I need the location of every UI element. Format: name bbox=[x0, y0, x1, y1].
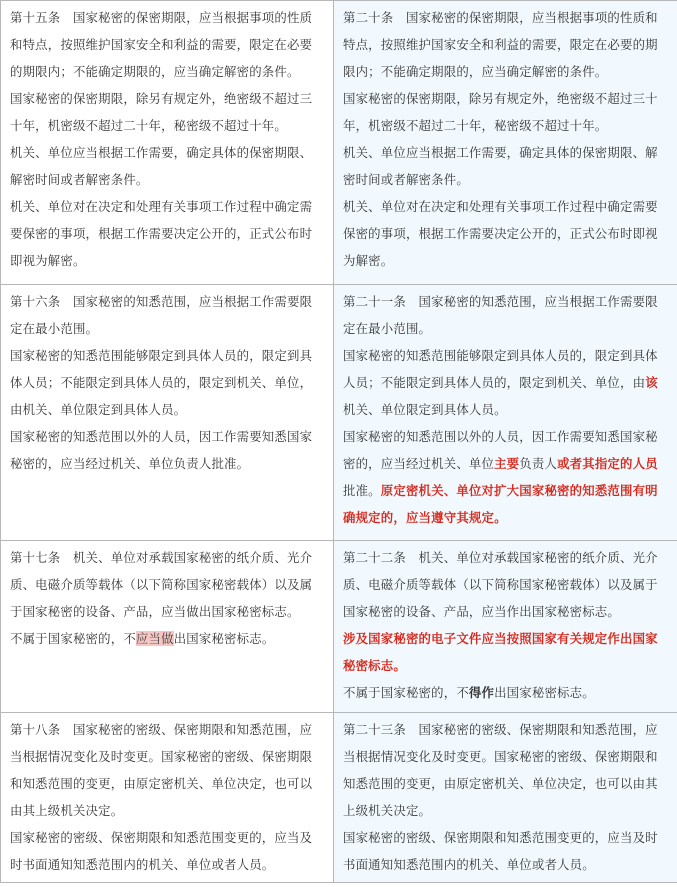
paragraph bbox=[343, 679, 668, 706]
paragraph bbox=[343, 423, 668, 531]
text-segment: 机关、单位限定到具体人员。 bbox=[343, 402, 507, 417]
paragraph: 第二十二条 机关、单位对承载国家秘密的纸介质、光介质、电磁介质等载体（以下简称国家秘密载体）以及属于国家秘密的设备、产品，应当作出国家秘密标志。 bbox=[343, 550, 658, 619]
paragraph: 国家秘密的知悉范围能够限定到具体人员的，限定到具体人员；不能限定到具体人员的，限定到机关、单位，由机关、单位限定到具体人员。 bbox=[10, 348, 313, 417]
new-article-21 bbox=[334, 285, 677, 541]
paragraph: 机关、单位应当根据工作需要，确定具体的保密期限、解密时间或者解密条件。 bbox=[10, 145, 313, 187]
paragraph bbox=[10, 625, 324, 652]
added-text: 原定密机关、单位对扩大国家秘密的知悉范围有明确规定的，应当遵守其规定。 bbox=[343, 483, 658, 525]
table-row bbox=[1, 713, 677, 883]
paragraph: 国家秘密的密级、保密期限和知悉范围变更的，应当及时书面通知知悉范围内的机关、单位或者人员。 bbox=[343, 830, 658, 872]
new-article-23 bbox=[334, 713, 677, 883]
paragraph: 机关、单位对在决定和处理有关事项工作过程中确定需要保密的事项，根据工作需要决定公开的，正式公布时即视为解密。 bbox=[343, 199, 658, 268]
table-row bbox=[1, 541, 677, 713]
added-text: 或者其指定的人员 bbox=[557, 456, 658, 471]
paragraph bbox=[343, 342, 668, 423]
text-segment: 批准。 bbox=[343, 483, 381, 498]
table-row bbox=[1, 285, 677, 541]
old-article-17 bbox=[1, 541, 334, 713]
text-segment: 国家秘密的知悉范围以外的人员，因工作需要知悉国家秘密的，应当经过机关、单位 bbox=[343, 429, 658, 471]
paragraph: 国家秘密的保密期限，除另有规定外，绝密级不超过三十年，机密级不超过二十年，秘密级不超过十年。 bbox=[343, 91, 658, 133]
paragraph: 第十八条 国家秘密的密级、保密期限和知悉范围，应当根据情况变化及时变更。国家秘密的密级、保密期限和知悉范围的变更，由原定密机关、单位决定，也可以由其上级机关决定。 bbox=[10, 722, 313, 818]
paragraph: 第二十条 国家秘密的保密期限，应当根据事项的性质和特点，按照维护国家安全和利益的需要，限定在必要的期限内；不能确定期限的，应当确定解密的条件。 bbox=[343, 10, 658, 79]
text-segment: 不属于国家秘密的，不 bbox=[10, 631, 136, 646]
paragraph: 国家秘密的保密期限，除另有规定外，绝密级不超过三十年，机密级不超过二十年，秘密级不超过十年。 bbox=[10, 91, 313, 133]
old-article-15 bbox=[1, 1, 334, 285]
highlighted-removed-text: 应当做 bbox=[135, 631, 174, 646]
changed-text: 得作 bbox=[468, 685, 495, 700]
paragraph: 第十五条 国家秘密的保密期限，应当根据事项的性质和特点，按照维护国家安全和利益的需要，限定在必要的期限内；不能确定期限的，应当确定解密的条件。 bbox=[10, 10, 313, 79]
text-segment: 不属于国家秘密的，不 bbox=[343, 685, 469, 700]
text-segment: 出国家秘密标志。 bbox=[173, 631, 275, 646]
new-article-22 bbox=[334, 541, 677, 713]
added-text: 该 bbox=[645, 375, 658, 390]
paragraph: 机关、单位对在决定和处理有关事项工作过程中确定需要保密的事项，根据工作需要决定公开的，正式公布时即视为解密。 bbox=[10, 199, 313, 268]
table-row bbox=[1, 1, 677, 285]
old-article-18 bbox=[1, 713, 334, 883]
paragraph: 第十六条 国家秘密的知悉范围，应当根据工作需要限定在最小范围。 bbox=[10, 294, 313, 336]
added-text: 主要 bbox=[494, 456, 520, 471]
new-article-20 bbox=[334, 1, 677, 285]
paragraph: 第二十一条 国家秘密的知悉范围，应当根据工作需要限定在最小范围。 bbox=[343, 294, 658, 336]
paragraph: 第十七条 机关、单位对承载国家秘密的纸介质、光介质、电磁介质等载体（以下简称国家秘密载体）以及属于国家秘密的设备、产品，应当做出国家秘密标志。 bbox=[10, 550, 313, 619]
paragraph: 国家秘密的密级、保密期限和知悉范围变更的，应当及时书面通知知悉范围内的机关、单位或者人员。 bbox=[10, 830, 313, 872]
text-segment: 国家秘密的知悉范围能够限定到具体人员的，限定到具体人员；不能限定到具体人员的，限定到机关、单位，由 bbox=[343, 348, 658, 390]
paragraph: 机关、单位应当根据工作需要，确定具体的保密期限、解密时间或者解密条件。 bbox=[343, 145, 658, 187]
old-article-16 bbox=[1, 285, 334, 541]
text-segment: 负责人 bbox=[519, 456, 558, 471]
added-paragraph: 涉及国家秘密的电子文件应当按照国家有关规定作出国家秘密标志。 bbox=[343, 631, 658, 673]
text-segment: 出国家秘密标志。 bbox=[494, 685, 595, 700]
paragraph: 国家秘密的知悉范围以外的人员，因工作需要知悉国家秘密的，应当经过机关、单位负责人批准。 bbox=[10, 429, 313, 471]
paragraph: 第二十三条 国家秘密的密级、保密期限和知悉范围，应当根据情况变化及时变更。国家秘密的密级、保密期限和知悉范围的变更，由原定密机关、单位决定，也可以由其上级机关决定。 bbox=[343, 722, 658, 818]
